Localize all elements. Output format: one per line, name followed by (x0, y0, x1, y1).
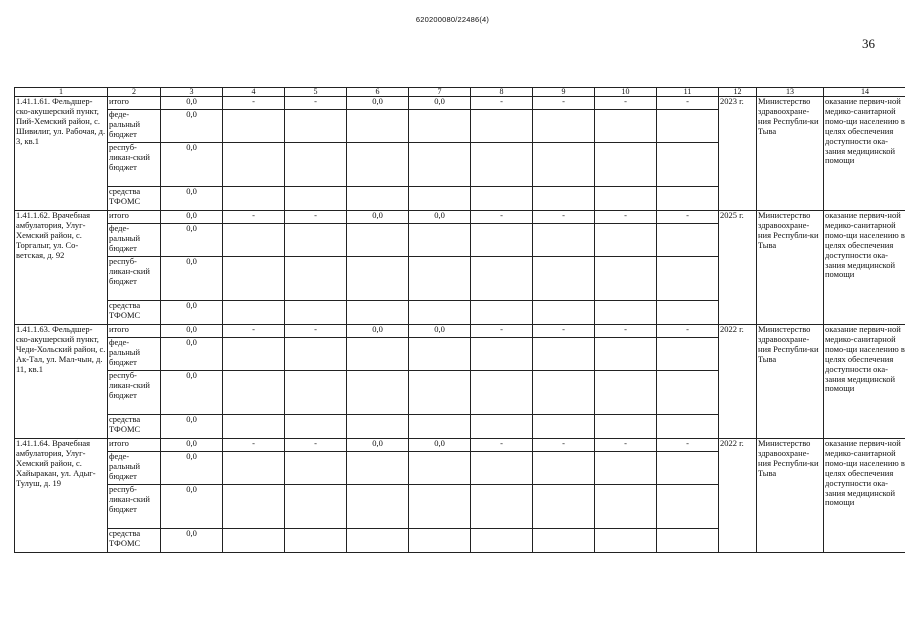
object-name-cell: 1.41.1.64. Врачебная амбулатория, Улуг-Хемский район, с. Хайыракан, ул. Адыг-Тулуш, д. 19 (15, 439, 108, 553)
header-cell: 5 (285, 88, 347, 97)
funding-source-cell: итого (108, 439, 161, 452)
value-cell (657, 415, 719, 439)
value-cell (347, 371, 409, 415)
value-cell (223, 301, 285, 325)
value-cell: 0,0 (161, 211, 223, 224)
value-cell (657, 224, 719, 257)
value-cell: 0,0 (347, 439, 409, 452)
value-cell (471, 529, 533, 553)
value-cell (533, 371, 595, 415)
value-cell (223, 143, 285, 187)
value-cell: 0,0 (347, 211, 409, 224)
value-cell (285, 301, 347, 325)
value-cell: - (285, 325, 347, 338)
year-cell: 2022 г. (719, 439, 757, 553)
value-cell (471, 415, 533, 439)
data-table (14, 87, 905, 553)
value-cell (595, 529, 657, 553)
document-code: 620200080/22486(4) (415, 15, 490, 24)
value-cell (285, 415, 347, 439)
funding-source-cell: средства ТФОМС (108, 187, 161, 211)
value-cell: 0,0 (161, 325, 223, 338)
value-cell: 0,0 (161, 257, 223, 301)
value-cell (347, 485, 409, 529)
value-cell: 0,0 (161, 143, 223, 187)
value-cell (285, 371, 347, 415)
value-cell (657, 187, 719, 211)
value-cell: - (285, 97, 347, 110)
funding-source-cell: респуб-ликан-ский бюджет (108, 371, 161, 415)
purpose-cell: оказание первич-ной медико-санитарной помо-щи населению в целях обеспечения доступности ока-зания медицинской помощи (824, 97, 905, 211)
header-cell: 7 (409, 88, 471, 97)
purpose-cell: оказание первич-ной медико-санитарной помо-щи населению в целях обеспечения доступности ока-зания медицинской помощи (824, 439, 905, 553)
funding-source-cell: средства ТФОМС (108, 529, 161, 553)
value-cell (409, 452, 471, 485)
table-row (15, 325, 905, 338)
funding-source-cell: респуб-ликан-ский бюджет (108, 257, 161, 301)
value-cell (595, 110, 657, 143)
value-cell: 0,0 (161, 415, 223, 439)
value-cell (223, 338, 285, 371)
value-cell (533, 452, 595, 485)
value-cell: 0,0 (161, 452, 223, 485)
value-cell (533, 110, 595, 143)
value-cell: 0,0 (161, 439, 223, 452)
value-cell: 0,0 (161, 529, 223, 553)
funding-source-cell: средства ТФОМС (108, 415, 161, 439)
value-cell: - (533, 439, 595, 452)
value-cell (347, 187, 409, 211)
value-cell (347, 143, 409, 187)
value-cell (657, 529, 719, 553)
value-cell (657, 143, 719, 187)
value-cell (409, 257, 471, 301)
value-cell (471, 338, 533, 371)
value-cell (285, 110, 347, 143)
value-cell (285, 338, 347, 371)
value-cell: - (657, 439, 719, 452)
funding-source-cell: итого (108, 211, 161, 224)
object-name-cell: 1.41.1.61. Фельдшер-ско-акушерский пункт, Пий-Хемский район, с. Шивилиг, ул. Рабочая, д. 3, кв.1 (15, 97, 108, 211)
value-cell (595, 371, 657, 415)
value-cell: - (595, 439, 657, 452)
ministry-cell: Министерство здравоохране-ния Республи-ки Тыва (757, 97, 824, 211)
value-cell: 0,0 (409, 211, 471, 224)
value-cell (471, 110, 533, 143)
value-cell: 0,0 (161, 338, 223, 371)
value-cell (657, 452, 719, 485)
header-cell: 11 (657, 88, 719, 97)
object-name-cell: 1.41.1.62. Врачебная амбулатория, Улуг-Хемский район, с. Торгалыг, ул. Со-ветская, д. 92 (15, 211, 108, 325)
value-cell (223, 187, 285, 211)
value-cell (223, 529, 285, 553)
value-cell (347, 301, 409, 325)
value-cell: - (533, 325, 595, 338)
header-cell: 12 (719, 88, 757, 97)
value-cell (657, 110, 719, 143)
value-cell (595, 187, 657, 211)
table-row (15, 439, 905, 452)
value-cell: 0,0 (347, 325, 409, 338)
value-cell (471, 301, 533, 325)
value-cell (595, 452, 657, 485)
funding-source-cell: респуб-ликан-ский бюджет (108, 485, 161, 529)
value-cell: - (471, 211, 533, 224)
value-cell (223, 371, 285, 415)
value-cell (347, 257, 409, 301)
value-cell (409, 143, 471, 187)
funding-source-cell: феде-ральный бюджет (108, 110, 161, 143)
funding-source-cell: феде-ральный бюджет (108, 338, 161, 371)
value-cell (595, 143, 657, 187)
value-cell (595, 224, 657, 257)
value-cell (223, 485, 285, 529)
value-cell (595, 485, 657, 529)
value-cell (409, 110, 471, 143)
header-cell: 10 (595, 88, 657, 97)
value-cell: 0,0 (347, 97, 409, 110)
value-cell: 0,0 (161, 224, 223, 257)
value-cell: - (471, 97, 533, 110)
value-cell: - (657, 211, 719, 224)
year-cell: 2023 г. (719, 97, 757, 211)
value-cell (471, 371, 533, 415)
value-cell (347, 110, 409, 143)
value-cell (409, 485, 471, 529)
funding-source-cell: респуб-ликан-ский бюджет (108, 143, 161, 187)
value-cell: - (471, 325, 533, 338)
value-cell (533, 224, 595, 257)
value-cell (409, 187, 471, 211)
page-number: 36 (862, 36, 875, 51)
header-cell: 4 (223, 88, 285, 97)
value-cell (533, 529, 595, 553)
value-cell: 0,0 (409, 439, 471, 452)
value-cell (285, 224, 347, 257)
value-cell: - (595, 97, 657, 110)
year-cell: 2025 г. (719, 211, 757, 325)
funding-source-cell: средства ТФОМС (108, 301, 161, 325)
value-cell (223, 224, 285, 257)
value-cell (533, 143, 595, 187)
header-cell: 9 (533, 88, 595, 97)
value-cell (409, 338, 471, 371)
value-cell (657, 257, 719, 301)
value-cell: 0,0 (161, 97, 223, 110)
value-cell (285, 257, 347, 301)
value-cell (347, 415, 409, 439)
value-cell (471, 143, 533, 187)
value-cell (285, 452, 347, 485)
value-cell: 0,0 (161, 187, 223, 211)
header-cell: 2 (108, 88, 161, 97)
purpose-cell: оказание первич-ной медико-санитарной помо-щи населению в целях обеспечения доступности ока-зания медицинской помощи (824, 325, 905, 439)
value-cell: 0,0 (161, 485, 223, 529)
value-cell (347, 224, 409, 257)
value-cell: - (223, 439, 285, 452)
value-cell (223, 452, 285, 485)
value-cell (595, 301, 657, 325)
table-body (15, 97, 905, 553)
value-cell (533, 257, 595, 301)
funding-source-cell: феде-ральный бюджет (108, 452, 161, 485)
ministry-cell: Министерство здравоохране-ния Республи-ки Тыва (757, 211, 824, 325)
funding-source-cell: итого (108, 325, 161, 338)
value-cell (285, 485, 347, 529)
value-cell (533, 485, 595, 529)
value-cell: - (223, 325, 285, 338)
value-cell (657, 485, 719, 529)
header-row (15, 88, 905, 97)
header-cell: 14 (824, 88, 905, 97)
value-cell: - (223, 97, 285, 110)
value-cell (409, 301, 471, 325)
value-cell: 0,0 (161, 371, 223, 415)
value-cell: - (223, 211, 285, 224)
value-cell (533, 301, 595, 325)
value-cell (595, 257, 657, 301)
value-cell: - (595, 211, 657, 224)
table-row (15, 97, 905, 110)
object-name-cell: 1.41.1.63. Фельдшер-ско-акушерский пункт, Чеди-Хольский район, с. Ак-Тал, ул. Мал-чын, д. 11, кв.1 (15, 325, 108, 439)
funding-source-cell: феде-ральный бюджет (108, 224, 161, 257)
value-cell (409, 224, 471, 257)
value-cell: - (595, 325, 657, 338)
value-cell (285, 529, 347, 553)
value-cell (223, 415, 285, 439)
value-cell: - (285, 211, 347, 224)
value-cell: - (533, 97, 595, 110)
value-cell (657, 301, 719, 325)
value-cell (347, 338, 409, 371)
value-cell: 0,0 (409, 325, 471, 338)
value-cell (533, 415, 595, 439)
value-cell (533, 187, 595, 211)
value-cell: - (471, 439, 533, 452)
value-cell: - (533, 211, 595, 224)
value-cell (409, 529, 471, 553)
value-cell (471, 452, 533, 485)
value-cell: 0,0 (161, 110, 223, 143)
ministry-cell: Министерство здравоохране-ния Республи-ки Тыва (757, 325, 824, 439)
header-cell: 1 (15, 88, 108, 97)
value-cell (471, 257, 533, 301)
value-cell (409, 415, 471, 439)
value-cell (409, 371, 471, 415)
value-cell (657, 338, 719, 371)
value-cell: - (285, 439, 347, 452)
value-cell (347, 452, 409, 485)
value-cell (533, 338, 595, 371)
value-cell (285, 143, 347, 187)
value-cell (471, 485, 533, 529)
value-cell: - (657, 325, 719, 338)
value-cell: - (657, 97, 719, 110)
ministry-cell: Министерство здравоохране-ния Республи-ки Тыва (757, 439, 824, 553)
value-cell (595, 338, 657, 371)
value-cell (471, 224, 533, 257)
table-row (15, 211, 905, 224)
funding-source-cell: итого (108, 97, 161, 110)
value-cell (471, 187, 533, 211)
header-cell: 8 (471, 88, 533, 97)
value-cell: 0,0 (161, 301, 223, 325)
header-cell: 3 (161, 88, 223, 97)
value-cell: 0,0 (409, 97, 471, 110)
header-cell: 6 (347, 88, 409, 97)
value-cell (657, 371, 719, 415)
year-cell: 2022 г. (719, 325, 757, 439)
value-cell (285, 187, 347, 211)
header-cell: 13 (757, 88, 824, 97)
value-cell (223, 110, 285, 143)
value-cell (223, 257, 285, 301)
table-header (15, 88, 905, 97)
value-cell (347, 529, 409, 553)
purpose-cell: оказание первич-ной медико-санитарной помо-щи населению в целях обеспечения доступности ока-зания медицинской помощи (824, 211, 905, 325)
value-cell (595, 415, 657, 439)
